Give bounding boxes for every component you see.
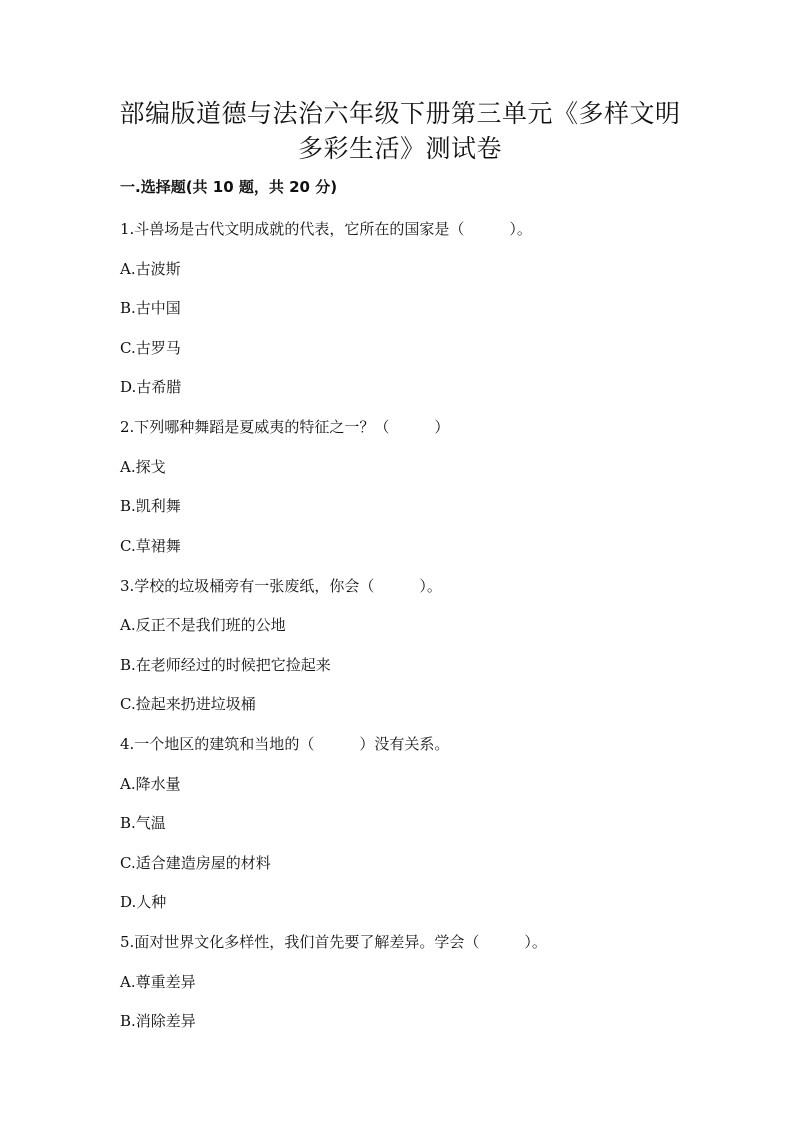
title-line-2: 多彩生活》测试卷 [297,134,502,163]
question-3-option-c: C.捡起来扔进垃圾桶 [120,695,256,713]
title-line-1: 部编版道德与法治六年级下册第三单元《多样文明 [119,99,681,128]
question-3-stem: 3.学校的垃圾桶旁有一张废纸，你会（ ）。 [120,577,442,595]
question-4-option-a: A.降水量 [120,775,181,793]
question-5-stem: 5.面对世界文化多样性，我们首先要了解差异。学会（ ）。 [120,933,547,951]
question-1-option-b: B.古中国 [120,299,181,317]
question-1-option-a: A.古波斯 [120,260,181,278]
question-4-option-b: B.气温 [120,814,166,832]
question-3-option-a: A.反正不是我们班的公地 [120,616,286,634]
question-2-option-a: A.探戈 [120,458,166,476]
question-4-option-c: C.适合建造房屋的材料 [120,854,271,872]
question-1-option-c: C.古罗马 [120,339,181,357]
question-1-option-d: D.古希腊 [120,378,182,396]
question-5-option-b: B.消除差异 [120,1012,196,1030]
question-2-stem: 2.下列哪种舞蹈是夏威夷的特征之一？（ ） [120,418,450,436]
section-heading: 一.选择题(共 10 题，共 20 分) [120,178,338,196]
question-2-option-b: B.凯利舞 [120,497,181,515]
question-5-option-a: A.尊重差异 [120,973,196,991]
question-4-option-d: D.人种 [120,893,167,911]
question-3-option-b: B.在老师经过的时候把它捡起来 [120,656,331,674]
question-4-stem: 4.一个地区的建筑和当地的（ ）没有关系。 [120,735,450,753]
question-2-option-c: C.草裙舞 [120,537,181,555]
question-1-stem: 1.斗兽场是古代文明成就的代表，它所在的国家是（ ）。 [120,220,532,238]
page-title [80,96,720,166]
